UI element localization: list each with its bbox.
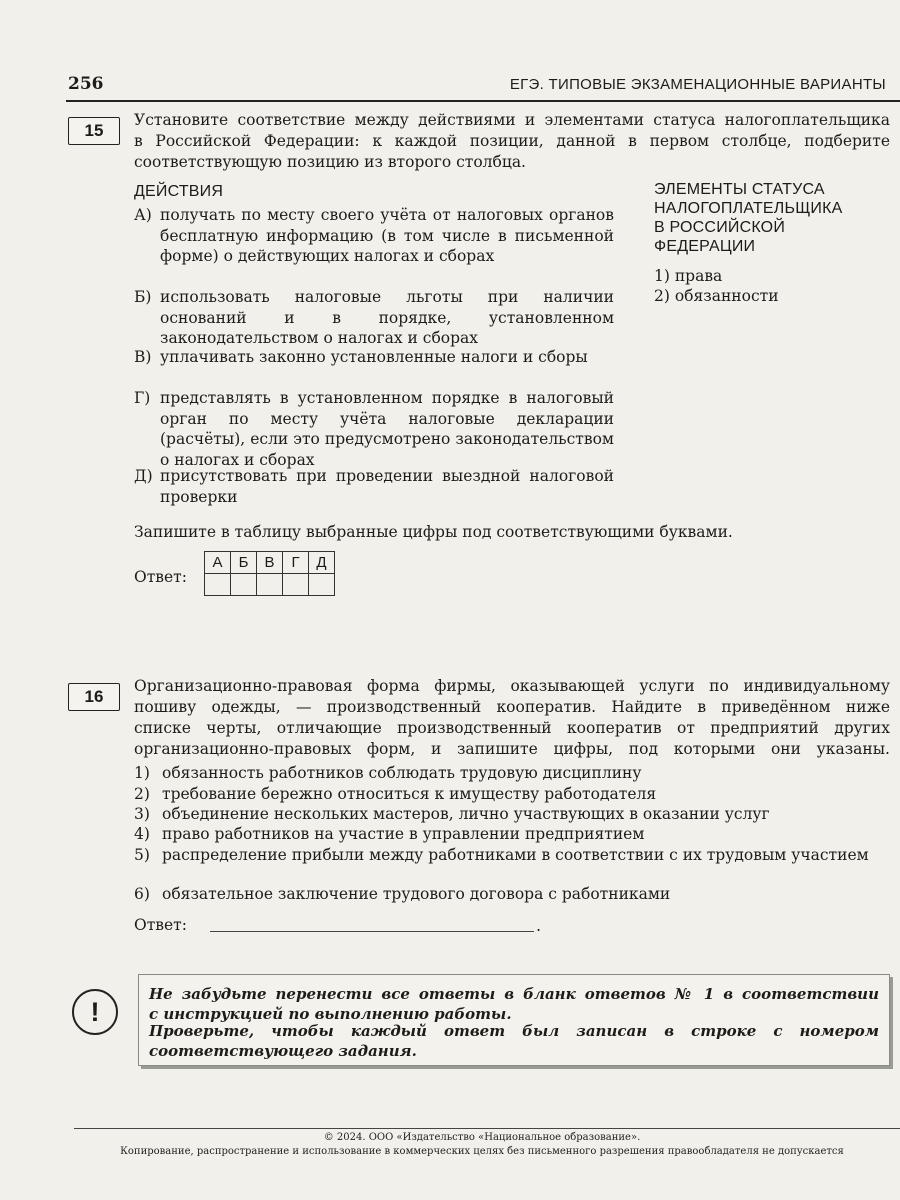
answer-table-header: Д — [309, 552, 335, 574]
list-item-text: обязательное заключение трудового договора с работниками — [162, 885, 671, 903]
list-item-1 — [134, 763, 890, 784]
action-text: представлять в установленном порядке в налоговый орган по месту учёта налоговые декларации (расчёты), если это предусмотрено законодательством о налогах и сборах — [160, 389, 614, 469]
list-item-number: 2) — [134, 785, 150, 803]
status-column-header — [654, 180, 843, 256]
page-number: 256 — [68, 74, 104, 94]
task-15-intro-line: в Российской Федерации: к каждой позиции, данной в первом столбце, подберите — [134, 132, 890, 150]
status-option-1: 1) права — [654, 267, 723, 285]
list-item-number: 6) — [134, 885, 150, 903]
answer-table-header: Г — [283, 552, 309, 574]
action-text: уплачивать законно установленные налоги и сборы — [160, 348, 588, 366]
actions-column-header: ДЕЙСТВИЯ — [134, 183, 224, 200]
list-item-text: требование бережно относиться к имуществу работодателя — [162, 785, 657, 803]
task-16-intro-line: пошиву одежды, — производственный кооператив. Найдите в приведённом ниже — [134, 698, 890, 716]
action-text: получать по месту своего учёта от налоговых органов бесплатную информацию (в том числе в письменной форме) о действующих налогах и сборах — [160, 206, 614, 265]
status-header-line: ФЕДЕРАЦИИ — [654, 238, 756, 255]
answer-table-header: В — [257, 552, 283, 574]
notice-line: Не забудьте перенести все ответы в бланк ответов № 1 в соответствии — [149, 985, 879, 1003]
notice-line: соответствующего задания. — [149, 1042, 417, 1060]
task-16-number: 16 — [68, 683, 120, 711]
task-15-intro — [134, 110, 890, 173]
task-15-number: 15 — [68, 117, 120, 145]
notice-line: Проверьте, чтобы каждый ответ был записан в строке с номером — [149, 1022, 879, 1040]
list-item-4 — [134, 824, 890, 845]
answer-cell-v[interactable] — [257, 574, 283, 596]
action-letter: Г) — [134, 389, 151, 407]
task-15-intro-line: Установите соответствие между действиями и элементами статуса налогоплательщика — [134, 111, 890, 129]
status-header-line: В РОССИЙСКОЙ — [654, 219, 786, 236]
list-item-3 — [134, 804, 890, 825]
task-15-instruction: Запишите в таблицу выбранные цифры под соответствующими буквами. — [134, 523, 733, 541]
list-item-text: объединение нескольких мастеров, лично участвующих в оказании услуг — [162, 805, 770, 823]
status-option-2: 2) обязанности — [654, 287, 779, 305]
answer-cell-a[interactable] — [205, 574, 231, 596]
action-letter: В) — [134, 348, 152, 366]
header-divider — [66, 100, 900, 102]
task-16-answer-period: . — [536, 916, 542, 935]
exclamation-icon: ! — [72, 989, 118, 1035]
action-item-d — [134, 466, 614, 507]
status-header-line: НАЛОГОПЛАТЕЛЬЩИКА — [654, 200, 843, 217]
status-header-line: ЭЛЕМЕНТЫ СТАТУСА — [654, 181, 825, 198]
footer-rights: Копирование, распространение и использование в коммерческих целях без письменного разрешения правообладателя не допускается — [120, 1146, 844, 1157]
list-item-number: 4) — [134, 825, 150, 843]
action-letter: А) — [134, 206, 152, 224]
action-item-g — [134, 388, 614, 470]
task-16-answer-label: Ответ: — [134, 916, 187, 934]
list-item-number: 1) — [134, 764, 150, 782]
task-16-intro-line: организационно-правовых форм, и запишите цифры, под которыми они указаны. — [134, 740, 890, 758]
list-item-text: распределение прибыли между работниками в соответствии с их трудовым участием — [162, 846, 869, 864]
answer-cell-b[interactable] — [231, 574, 257, 596]
list-item-2 — [134, 784, 890, 805]
task-16-intro — [134, 676, 890, 760]
answer-cell-d[interactable] — [309, 574, 335, 596]
task-15-intro-line: соответствующую позицию из второго столбца. — [134, 153, 526, 171]
action-letter: Б) — [134, 288, 152, 306]
action-letter: Д) — [134, 467, 153, 485]
list-item-5 — [134, 845, 890, 866]
task-16-answer-line — [210, 931, 534, 932]
task-15-answer-label: Ответ: — [134, 568, 187, 586]
list-item-number: 3) — [134, 805, 150, 823]
task-16-intro-line: списке черты, отличающие производственный кооператив от предприятий других — [134, 719, 890, 737]
running-title: ЕГЭ. ТИПОВЫЕ ЭКЗАМЕНАЦИОННЫЕ ВАРИАНТЫ — [509, 76, 886, 93]
task-15-answer-table — [204, 551, 335, 596]
answer-cell-g[interactable] — [283, 574, 309, 596]
footer-copyright: © 2024. ООО «Издательство «Национальное образование». — [323, 1132, 641, 1143]
action-item-v — [134, 347, 614, 368]
answer-table-header: А — [205, 552, 231, 574]
list-item-6 — [134, 884, 890, 905]
action-text: присутствовать при проведении выездной налоговой проверки — [160, 467, 614, 506]
footer-divider — [74, 1128, 900, 1129]
notice-line: с инструкцией по выполнению работы. — [149, 1005, 512, 1023]
task-16-intro-line: Организационно-правовая форма фирмы, оказывающей услуги по индивидуальному — [134, 677, 890, 695]
notice-box — [138, 974, 890, 1066]
action-item-b — [134, 287, 614, 349]
list-item-text: обязанность работников соблюдать трудовую дисциплину — [162, 764, 642, 782]
answer-table-header: Б — [231, 552, 257, 574]
action-item-a — [134, 205, 614, 267]
action-text: использовать налоговые льготы при наличии оснований и в порядке, установленном законодательством о налогах и сборах — [160, 288, 614, 347]
list-item-number: 5) — [134, 846, 150, 864]
list-item-text: право работников на участие в управлении предприятием — [162, 825, 645, 843]
